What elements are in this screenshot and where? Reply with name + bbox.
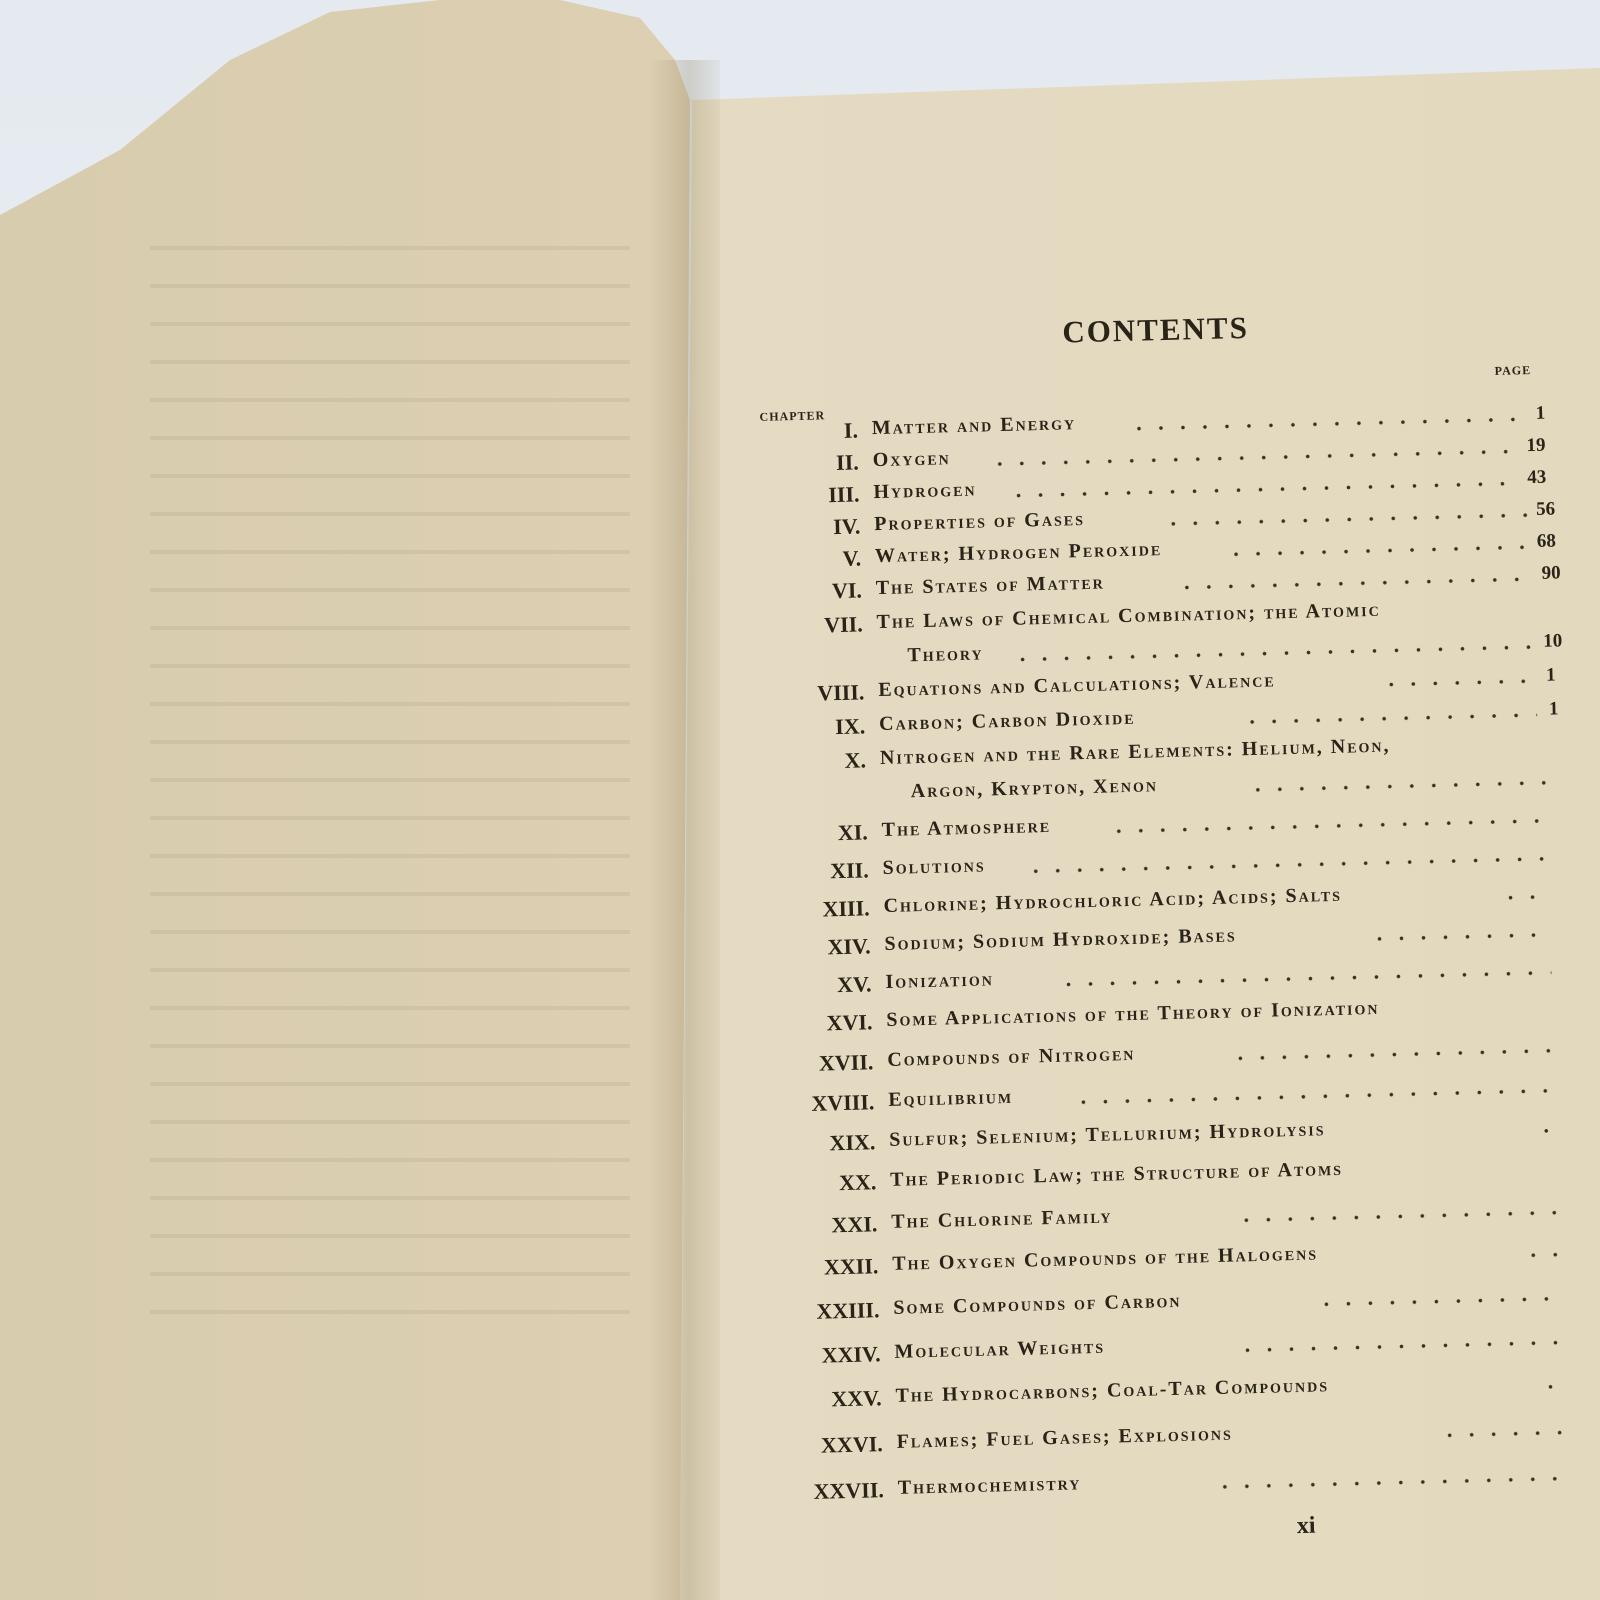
chapter-title: Equilibrium	[888, 1085, 1014, 1111]
chapter-title: The Hydrocarbons; Coal-Tar Compounds	[895, 1374, 1330, 1407]
chapter-number: XXVI.	[820, 1431, 884, 1458]
chapter-title: The Atmosphere	[881, 814, 1052, 842]
chapter-title: Nitrogen and the Rare Elements: Helium, Neon,	[879, 734, 1391, 770]
dot-leader	[1368, 933, 1550, 941]
chapter-title: Sodium; Sodium Hydroxide; Bases	[884, 924, 1237, 955]
chapter-number: XVIII.	[811, 1089, 875, 1116]
dot-leader	[1008, 481, 1520, 498]
chapter-title: Equations and Calculations; Valence	[878, 669, 1276, 702]
chapter-title: Water; Hydrogen Peroxide	[874, 538, 1163, 568]
dot-leader	[1539, 1385, 1563, 1390]
chapter-title-continuation: Theory	[907, 642, 984, 667]
chapter-number: XIV.	[827, 933, 871, 960]
chapter-title: The Laws of Chemical Combination; the Atomic	[876, 598, 1381, 634]
page-number: 1	[1535, 402, 1546, 424]
chapter-number: IX.	[834, 713, 866, 740]
chapter-title-continuation: Argon, Krypton, Xenon	[910, 774, 1159, 803]
page-number: 10	[1543, 630, 1563, 652]
chapter-number: XXV.	[830, 1385, 882, 1412]
page-number: 43	[1527, 466, 1547, 489]
chapter-title: Flames; Fuel Gases; Explosions	[896, 1422, 1233, 1453]
page-column-header: PAGE	[1494, 363, 1532, 378]
chapter-title: The Chlorine Family	[891, 1205, 1113, 1233]
dot-leader	[1108, 819, 1548, 834]
chapter-number: XXIII.	[816, 1297, 880, 1324]
chapter-number: II.	[835, 449, 860, 476]
chapter-number: XX.	[838, 1169, 877, 1196]
chapter-number: V.	[842, 545, 862, 571]
dot-leader	[1439, 1431, 1565, 1438]
chapter-title: Molecular Weights	[894, 1335, 1106, 1363]
page-number: 90	[1541, 562, 1561, 584]
chapter-number: III.	[828, 481, 860, 508]
chapter-title: Properties of Gases	[873, 507, 1086, 536]
page-number: 1	[1548, 698, 1559, 720]
chapter-title: Sulfur; Selenium; Tellurium; Hydrolysis	[889, 1118, 1326, 1151]
dot-leader	[1214, 1476, 1566, 1489]
dot-leader	[1162, 513, 1530, 526]
chapter-number: IV.	[832, 513, 861, 540]
dot-leader	[1247, 781, 1547, 792]
dot-leader	[1380, 679, 1534, 687]
chapter-number: VIII.	[816, 679, 865, 706]
chapter-number: XV.	[836, 971, 872, 998]
dot-leader	[1236, 1341, 1562, 1353]
toc-entry	[772, 1413, 1600, 1464]
chapter-title: Thermochemistry	[897, 1472, 1082, 1499]
chapter-title: The States of Matter	[875, 571, 1106, 600]
chapter-title: The Periodic Law; the Structure of Atoms	[889, 1157, 1344, 1191]
dot-leader	[1241, 713, 1537, 724]
dot-leader	[989, 449, 1519, 466]
page-number: 1	[1545, 664, 1556, 686]
chapter-number: XVII.	[818, 1049, 874, 1076]
chapter-number: XXII.	[823, 1253, 879, 1280]
chapter-number: XXVII.	[813, 1477, 885, 1504]
dot-leader	[1025, 857, 1549, 874]
chapter-number: VII.	[823, 611, 863, 638]
chapter-title: Some Compounds of Carbon	[893, 1289, 1182, 1319]
toc-entry	[766, 1151, 1600, 1202]
chapter-number: XIII.	[822, 895, 870, 922]
dot-leader	[1315, 1297, 1561, 1307]
toc-entry	[768, 1235, 1600, 1286]
dot-leader	[1235, 1211, 1557, 1223]
chapter-title: Ionization	[885, 968, 995, 993]
dot-leader	[1072, 1089, 1554, 1105]
page-title: CONTENTS	[1061, 309, 1250, 350]
dot-leader	[1535, 1129, 1557, 1134]
chapter-number: VI.	[831, 577, 863, 604]
toc-entry	[769, 1279, 1600, 1330]
chapter-number: XXI.	[831, 1211, 878, 1238]
page-number: 56	[1535, 498, 1556, 520]
chapter-title: Chlorine; Hydrochloric Acid; Acids; Salts	[883, 883, 1343, 917]
toc-entry	[767, 1193, 1600, 1244]
dot-leader	[1058, 971, 1552, 987]
chapter-title: The Oxygen Compounds of the Halogens	[892, 1242, 1319, 1275]
chapter-title: Carbon; Carbon Dioxide	[878, 706, 1136, 736]
toc-entry	[774, 1459, 1600, 1510]
chapter-title: Compounds of Nitrogen	[887, 1042, 1136, 1071]
chapter-title: Solutions	[882, 854, 986, 880]
dot-leader	[1522, 1253, 1560, 1258]
chapter-number: XI.	[837, 819, 869, 846]
dot-leader	[1225, 545, 1531, 556]
dot-leader	[1176, 577, 1532, 590]
toc-entry	[771, 1367, 1600, 1418]
page-folio: xi	[1296, 1512, 1316, 1540]
chapter-title: Hydrogen	[873, 478, 977, 504]
page-number: 19	[1526, 434, 1546, 457]
dot-leader	[1128, 417, 1518, 431]
chapter-title: Some Applications of the Theory of Ionization	[886, 996, 1380, 1031]
dot-leader	[1229, 1049, 1553, 1061]
chapter-number: XVI.	[826, 1009, 873, 1036]
toc-entry	[770, 1323, 1600, 1374]
chapter-title: Oxygen	[872, 447, 952, 472]
chapter-number: XIX.	[829, 1129, 876, 1156]
chapter-number: I.	[843, 417, 859, 443]
chapter-number: XII.	[829, 857, 869, 884]
chapter-column-header: CHAPTER	[759, 408, 826, 424]
page-number: 68	[1536, 530, 1557, 552]
dot-leader	[1012, 645, 1534, 662]
dot-leader	[1500, 895, 1550, 900]
chapter-number: X.	[844, 747, 867, 773]
chapter-title: Matter and Energy	[871, 412, 1077, 440]
chapter-number: XXIV.	[821, 1341, 881, 1368]
